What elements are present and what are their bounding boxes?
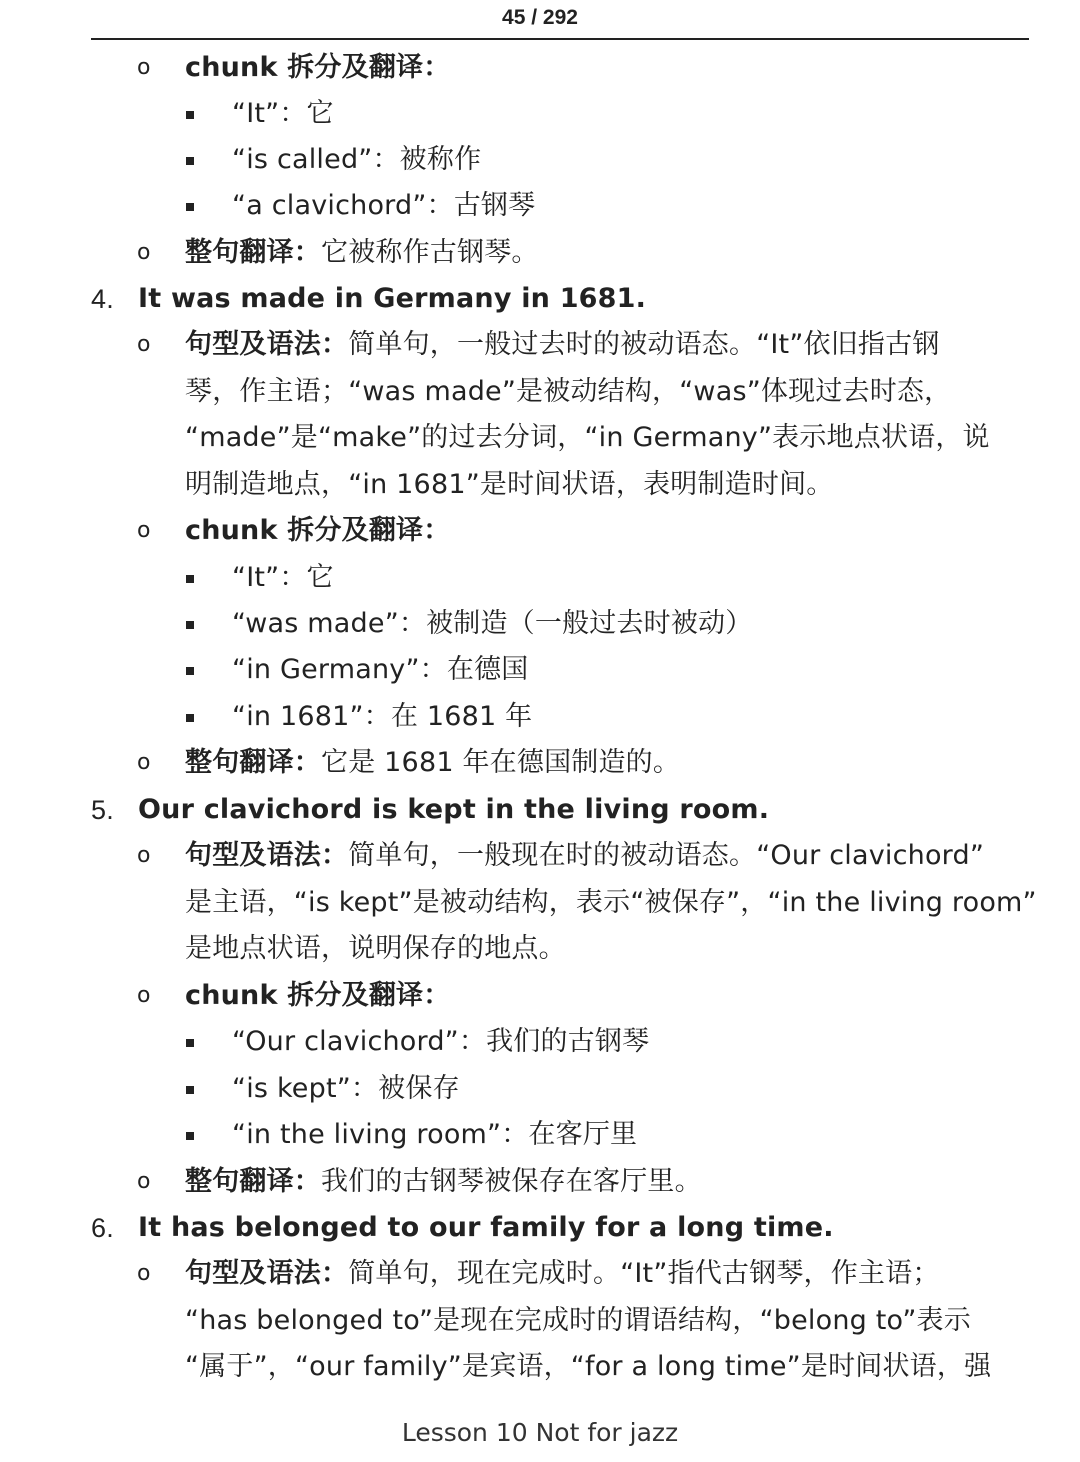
bold-label: 整句翻译： <box>185 237 321 268</box>
line-content <box>232 1115 637 1155</box>
text-line <box>0 94 1080 134</box>
text-line <box>0 1208 1080 1250</box>
bold-label: chunk 拆分及翻译： <box>185 52 451 83</box>
circle-bullet-icon: o <box>137 55 151 80</box>
bold-label: It has belonged to our family for a long time. <box>138 1212 834 1243</box>
body-text: 它被称作古钢琴。 <box>321 237 539 268</box>
list-number: 5. <box>91 795 114 825</box>
text-line <box>0 1301 1080 1341</box>
line-content <box>232 1022 649 1062</box>
line-content <box>185 929 566 969</box>
line-content <box>185 465 833 505</box>
text-line <box>0 929 1080 969</box>
text-line <box>0 558 1080 598</box>
circle-bullet-icon: o <box>137 240 151 265</box>
text-line <box>0 1069 1080 1109</box>
body-text: “made”是“make”的过去分词，“in Germany”表示地点状语，说 <box>185 422 990 453</box>
body-text: “It”：它 <box>232 98 334 129</box>
text-line <box>0 233 1080 273</box>
line-content <box>185 1254 940 1294</box>
text-line <box>0 883 1080 923</box>
body-text: 明制造地点，“in 1681”是时间状语，表明制造时间。 <box>185 469 834 500</box>
body-text: 简单句，一般过去时的被动语态。“It”依旧指古钢 <box>348 329 940 360</box>
line-content <box>138 790 769 830</box>
bold-label: It was made in Germany in 1681. <box>138 283 647 314</box>
page-footer: Lesson 10 Not for jazz <box>401 1418 679 1447</box>
body-text: 简单句，一般现在时的被动语态。“Our clavichord” <box>348 840 985 871</box>
line-content <box>232 94 334 134</box>
body-text: “in the living room”：在客厅里 <box>232 1119 638 1150</box>
text-line <box>0 372 1080 412</box>
bold-label: 句型及语法： <box>185 329 349 360</box>
circle-bullet-icon: o <box>137 518 151 543</box>
text-line <box>0 790 1080 832</box>
body-text: “in 1681”：在 1681 年 <box>232 701 533 732</box>
body-text: “has belonged to”是现在完成时的谓语结构，“belong to”表示 <box>185 1305 971 1336</box>
body-text: “a clavichord”：古钢琴 <box>232 190 536 221</box>
line-content <box>185 743 680 783</box>
circle-bullet-icon: o <box>137 1169 151 1194</box>
line-content <box>138 1208 834 1248</box>
body-text: “is called”：被称作 <box>232 144 482 175</box>
text-line <box>0 465 1080 505</box>
text-line <box>0 743 1080 783</box>
line-content <box>185 1162 702 1202</box>
header-rule <box>91 38 1029 40</box>
line-content <box>185 1301 971 1341</box>
text-line <box>0 279 1080 321</box>
body-text: “Our clavichord”：我们的古钢琴 <box>232 1026 650 1057</box>
square-bullet-icon <box>186 111 194 119</box>
body-text: “属于”，“our family”是宾语，“for a long time”是时间状语，强 <box>185 1351 992 1382</box>
line-content <box>185 883 1037 923</box>
square-bullet-icon <box>186 667 194 675</box>
square-bullet-icon <box>186 203 194 211</box>
line-content <box>185 836 984 876</box>
square-bullet-icon <box>186 1039 194 1047</box>
bold-label: 句型及语法： <box>185 840 349 871</box>
text-line <box>0 1347 1080 1387</box>
bold-label: chunk 拆分及翻译： <box>185 515 451 546</box>
text-line <box>0 976 1080 1016</box>
body-text: 琴，作主语；“was made”是被动结构，“was”体现过去时态， <box>185 376 952 407</box>
bold-label: 整句翻译： <box>185 747 321 778</box>
bold-label: chunk 拆分及翻译： <box>185 980 451 1011</box>
square-bullet-icon <box>186 621 194 629</box>
bold-label: 整句翻译： <box>185 1166 321 1197</box>
line-content <box>232 140 481 180</box>
square-bullet-icon <box>186 575 194 583</box>
page-number: 45 / 292 <box>502 6 578 29</box>
text-line <box>0 1022 1080 1062</box>
line-content <box>232 697 532 737</box>
line-content <box>185 372 951 412</box>
body-text: “is kept”：被保存 <box>232 1073 460 1104</box>
circle-bullet-icon: o <box>137 983 151 1008</box>
text-line <box>0 650 1080 690</box>
body-text: “It”：它 <box>232 562 334 593</box>
square-bullet-icon <box>186 714 194 722</box>
text-line <box>0 325 1080 365</box>
circle-bullet-icon: o <box>137 843 151 868</box>
line-content <box>232 558 334 598</box>
line-content <box>232 650 528 690</box>
square-bullet-icon <box>186 1086 194 1094</box>
line-content <box>185 48 450 88</box>
body-text: 是地点状语，说明保存的地点。 <box>185 933 566 964</box>
line-content <box>185 418 990 458</box>
body-text: 是主语，“is kept”是被动结构，表示“被保存”，“in the living room” <box>185 887 1037 918</box>
line-content <box>185 325 940 365</box>
list-number: 6. <box>91 1213 114 1243</box>
body-text: 我们的古钢琴被保存在客厅里。 <box>321 1166 702 1197</box>
body-text: 它是 1681 年在德国制造的。 <box>321 747 681 778</box>
body-text: 简单句，现在完成时。“It”指代古钢琴，作主语； <box>348 1258 940 1289</box>
line-content <box>232 1069 460 1109</box>
circle-bullet-icon: o <box>137 750 151 775</box>
line-content <box>185 511 450 551</box>
body-text: “was made”：被制造（一般过去时被动） <box>232 608 753 639</box>
square-bullet-icon <box>186 157 194 165</box>
text-line <box>0 186 1080 226</box>
line-content <box>185 976 450 1016</box>
list-number: 4. <box>91 284 114 314</box>
line-content <box>185 1347 991 1387</box>
text-line <box>0 48 1080 88</box>
line-content <box>232 186 535 226</box>
line-content <box>138 279 646 319</box>
line-content <box>232 604 753 644</box>
bold-label: Our clavichord is kept in the living room. <box>138 794 770 825</box>
text-line <box>0 1162 1080 1202</box>
body-text: “in Germany”：在德国 <box>232 654 529 685</box>
text-line <box>0 604 1080 644</box>
circle-bullet-icon: o <box>137 1261 151 1286</box>
text-line <box>0 511 1080 551</box>
text-line <box>0 836 1080 876</box>
square-bullet-icon <box>186 1132 194 1140</box>
line-content <box>185 233 539 273</box>
bold-label: 句型及语法： <box>185 1258 349 1289</box>
text-line <box>0 418 1080 458</box>
text-line <box>0 1254 1080 1294</box>
text-line <box>0 697 1080 737</box>
text-line <box>0 1115 1080 1155</box>
circle-bullet-icon: o <box>137 332 151 357</box>
text-line <box>0 140 1080 180</box>
